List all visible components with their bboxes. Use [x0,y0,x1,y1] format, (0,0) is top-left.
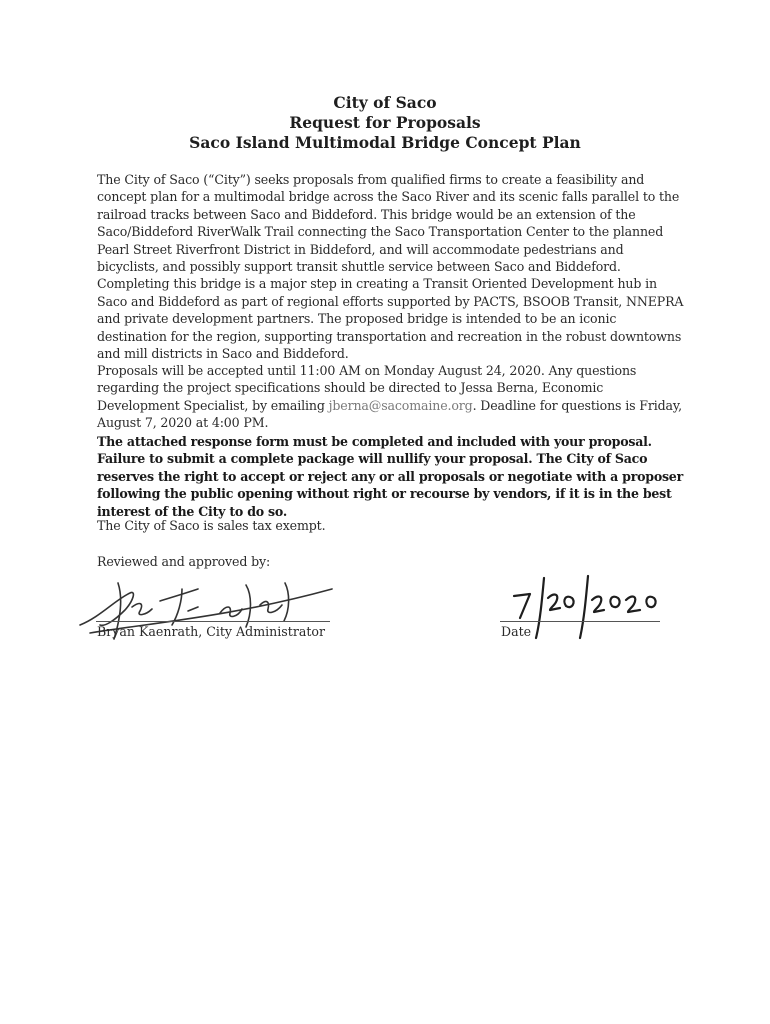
date-line [500,621,660,622]
signature-line [96,621,330,622]
contact-email-link[interactable]: jberna@sacomaine.org [328,397,473,413]
header-city: City of Saco [333,93,437,112]
tax-exempt-note: The City of Saco is sales tax exempt. [97,518,326,533]
header-rfp: Request for Proposals [289,113,481,132]
date-label: Date [501,624,532,639]
signatory-name-title: Bryan Kaenrath, City Administrator [97,624,326,639]
deadline-questions-text: . Deadline for questions is Friday, August 7, 2020 at 4:00 PM. [97,397,682,431]
reviewed-approved-label: Reviewed and approved by: [97,554,271,569]
intro-paragraph: The City of Saco (“City”) seeks proposals from qualified firms to create a feasibility and concept plan for a multimodal bridge across the Saco River and its scenic falls parallel to the railroad tracks between Saco and Biddeford. This bridge would be an extension of the Saco/Biddeford RiverWalk Trail connecting the Saco Transportation Center to the planned Pearl Street Riverfront District in Biddeford, and will accommodate pedestrians and bicyclists, and possibly support transit shuttle service between Saco and Biddeford. Completing this bridge is a major step in creating a Transit Oriented Development hub in Saco and Biddeford as part of regional efforts supported by PACTS, BSOOB Transit, NNEPRA and private development partners. The proposed bridge is intended to be an iconic destination for the region, supporting transportation and recreation in the robust downtowns and mill districts in Saco and Biddeford. [97,172,684,362]
handwritten-date-text [0,0,1,1]
deadline-text: Proposals will be accepted until 11:00 AM on Monday August 24, 2020. Any questions regarding the project specifications should be directed to Jessa Berna, Economic Development Specialist, by emailing [97,363,637,413]
header-project-title: Saco Island Multimodal Bridge Concept Plan [189,133,581,152]
response-form-notice: The attached response form must be completed and included with your proposal. Failure to submit a complete package will nullify your proposal. The City of Saco reserves the right to accept or reject any or all proposals or negotiate with a proposer following the public opening without right or recourse by vendors, if it is in the best interest of the City to do so. [97,434,683,519]
